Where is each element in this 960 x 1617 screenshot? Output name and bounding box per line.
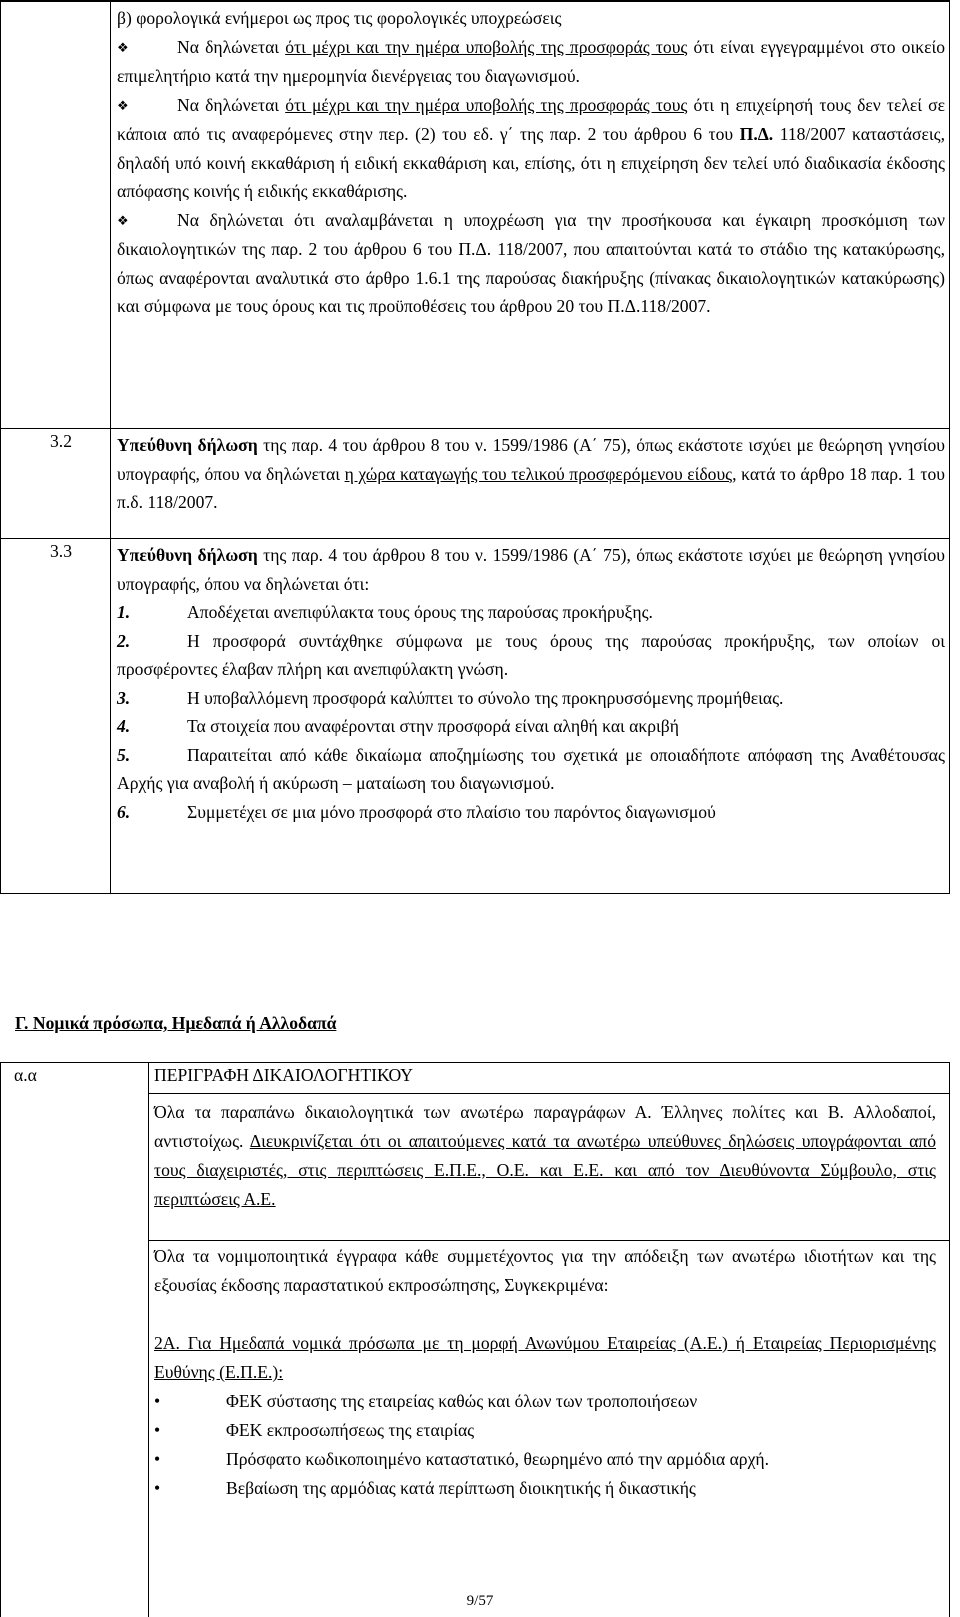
declaration-item: [117, 798, 945, 827]
item-text: Συμμετέχει σε μια μόνο προσφορά στο πλαίσιο του παρόντος διαγωνισμού: [187, 801, 716, 822]
item-text: Η υποβαλλόμενη προσφορά καλύπτει το σύνολο της προκηρυσσόμενης προμήθειας.: [187, 687, 784, 708]
t2-header-divider: [148, 1093, 950, 1094]
row-divider-32: [0, 428, 950, 429]
document-bullet-item: • Πρόσφατο κωδικοποιημένο καταστατικό, θεωρημένο από την αρμόδια αρχή.: [154, 1445, 936, 1474]
section-title: Γ. Νομικά πρόσωπα, Ημεδαπά ή Αλλοδαπά: [15, 1013, 337, 1033]
t2-row-2: Όλα τα νομιμοποιητικά έγγραφα κάθε συμμετέχοντος για την απόδειξη των ανωτέρω ιδιοτήτων και της εξουσίας έκδοσης παραστατικού εκπροσώπησης, Συγκεκριμένα: 2Α. Για Ημεδαπά νομικά πρόσωπα με τη μορφή Ανωνύμου Εταιρείας (Α.Ε.) ή Εταιρείας Περιορισμένης Ευθύνης (Ε.Π.Ε.): • ΦΕΚ σύστασης της εταιρείας καθώς και όλων των τροποποιήσεων • ΦΕΚ εκπροσωπήσεως της εταιρίας • Πρόσφατο κωδικοποιημένο καταστατικό, θεωρημένο από την αρμόδια αρχή. • Βεβαίωση της αρμόδιας κατά περίπτωση διοικητικής ή δικαστικής: [154, 1242, 936, 1503]
declaration-item: [117, 684, 945, 713]
bullet-dot-icon: •: [154, 1478, 161, 1498]
bullet-2: ❖ Να δηλώνεται ότι μέχρι και την ημέρα υποβολής της προσφοράς τους ότι η επιχείρησή τους δεν τελεί σε κάποια από τις αναφερόμενες στην περ. (2) του εδ. γ΄ της παρ. 2 του άρθρου 6 του Π.Δ. 118/2007 καταστάσεις, δηλαδή υπό κοινή εκκαθάριση ή ειδική εκκαθάριση και, επίσης, ότι η επιχείρηση δεν τελεί υπό διαδικασία έκδοσης απόφασης κοινής ή ειδικής εκκαθάρισης.: [117, 91, 945, 206]
item-text: Αποδέχεται ανεπιφύλακτα τους όρους της παρούσας προκήρυξης.: [187, 602, 653, 622]
item-number: 4.: [117, 716, 131, 736]
diamond-bullet-icon: ❖: [117, 212, 129, 228]
item-text: Η προσφορά συντάχθηκε σύμφωνα με τους όρους της παρούσας προκήρυξης, των οποίων οι προσφέροντες έλαβαν πλήρη και ανεπιφύλακτη γνώση.: [117, 630, 945, 679]
bullet-dot-icon: •: [154, 1420, 161, 1440]
sub-heading-2a: 2Α. Για Ημεδαπά νομικά πρόσωπα με τη μορφή Ανωνύμου Εταιρείας (Α.Ε.) ή Εταιρείας Περιορισμένης Ευθύνης (Ε.Π.Ε.):: [154, 1333, 936, 1382]
page-number: 9/57: [466, 1593, 494, 1609]
row-32-content: Υπεύθυνη δήλωση της παρ. 4 του άρθρου 8 του ν. 1599/1986 (Α΄ 75), όπως εκάστοτε ισχύει με θεώρηση γνησίου υπογραφής, όπου να δηλώνεται η χώρα καταγωγής του τελικού προσφερόμενου είδους, κατά το άρθρο 18 παρ. 1 του π.δ. 118/2007.: [117, 435, 945, 512]
row-33-number: 3.3: [50, 541, 72, 561]
document-bullet-item: • ΦΕΚ εκπροσωπήσεως της εταιρίας: [154, 1416, 936, 1445]
document-bullet-list: [154, 1387, 936, 1503]
item-number: 6.: [117, 801, 131, 822]
document-bullet-item: • ΦΕΚ σύστασης της εταιρείας καθώς και όλων των τροποποιήσεων: [154, 1387, 936, 1416]
row-33-content: Υπεύθυνη δήλωση της παρ. 4 του άρθρου 8 του ν. 1599/1986 (Α΄ 75), όπως εκάστοτε ισχύει με θεώρηση γνησίου υπογραφής, όπου να δηλώνεται ότι: 1. Αποδέχεται ανεπιφύλακτα τους όρους της παρούσας προκήρυξης. 2. Η προσφορά συντάχθηκε σύμφωνα με τους όρους της παρούσας προκήρυξης, των οποίων οι προσφέροντες έλαβαν πλήρη και ανεπιφύλακτη γνώση. 3. Η υποβαλλόμενη προσφορά καλύπτει το σύνολο της προκηρυσσόμενης προμήθειας. 4. Τα στοιχεία που αναφέρονται στην προσφορά είναι αληθή και ακριβή 5. Παραιτείται από κάθε δικαίωμα αποζημίωσης του σχετικά με οποιαδήποτε απόφαση της Αναθέτουσας Αρχής για αναβολή ή ακύρωση – ματαίωση του διαγωνισμού. 6. Συμμετέχει σε μια μόνο προσφορά στο πλαίσιο του παρόντος διαγωνισμού: [117, 541, 945, 826]
bullet-dot-icon: •: [154, 1391, 161, 1411]
declaration-item: [117, 627, 945, 684]
declaration-item: [117, 741, 945, 798]
declaration-list: [117, 598, 945, 826]
t2-column-divider: [148, 1062, 149, 1617]
t2-left-border: [0, 1062, 1, 1617]
table-top-border: [0, 0, 950, 2]
item-number: 5.: [117, 744, 131, 765]
table-bottom-border: [0, 893, 950, 894]
diamond-bullet-icon: ❖: [117, 97, 129, 113]
t2-row-divider: [148, 1240, 950, 1241]
table-column-divider: [110, 0, 111, 894]
col-header-description: ΠΕΡΙΓΡΑΦΗ ΔΙΚΑΙΟΛΟΓΗΤΙΚΟΥ: [154, 1065, 413, 1085]
table-left-border: [0, 0, 1, 894]
item-text: Τα στοιχεία που αναφέρονται στην προσφορά είναι αληθή και ακριβή: [187, 716, 679, 736]
t2-right-border: [949, 1062, 950, 1617]
col-header-aa: α.α: [14, 1065, 37, 1085]
t2-row-1: Όλα τα παραπάνω δικαιολογητικά των ανωτέρω παραγράφων Α. Έλληνες πολίτες και Β. Αλλοδαποί, αντιστοίχως. Διευκρινίζεται ότι οι απαιτούμενες κατά τα ανωτέρω υπεύθυνες δηλώσεις υπογράφονται από τους διαχειριστές, στις περιπτώσεις Ε.Π.Ε., Ο.Ε. και Ε.Ε. και από τον Διευθύνοντα Σύμβουλο, στις περιπτώσεις Α.Ε.: [154, 1102, 936, 1209]
bullet-dot-icon: •: [154, 1449, 161, 1469]
bullet-3: ❖ Να δηλώνεται ότι αναλαμβάνεται η υποχρέωση για την προσήκουσα και έγκαιρη προσκόμιση των δικαιολογητικών της παρ. 2 του άρθρου 6 του Π.Δ. 118/2007, που απαιτούνται κατά το στάδιο της κατακύρωσης, όπως αναφέρονται αναλυτικά στο άρθρο 1.6.1 της παρούσας διακήρυξης (πίνακας δικαιολογητικών κατακύρωσης) και σύμφωνα με τους όρους και τις προϋποθέσεις του άρθρου 20 του Π.Δ.118/2007.: [117, 206, 945, 321]
row-31-content: [117, 4, 945, 321]
row-divider-33: [0, 538, 950, 539]
item-number: 1.: [117, 602, 131, 622]
declaration-item: [117, 598, 945, 627]
item-number: 2.: [117, 630, 131, 651]
t2-top-border: [0, 1062, 950, 1063]
item-number: 3.: [117, 687, 131, 708]
diamond-bullet-icon: ❖: [117, 39, 129, 55]
document-bullet-item: • Βεβαίωση της αρμόδιας κατά περίπτωση διοικητικής ή δικαστικής: [154, 1474, 936, 1503]
declaration-item: [117, 712, 945, 741]
row-32-number: 3.2: [50, 431, 72, 451]
lead-text: β) φορολογικά ενήμεροι ως προς τις φορολογικές υποχρεώσεις: [117, 8, 562, 28]
bullet-1: ❖ Να δηλώνεται ότι μέχρι και την ημέρα υποβολής της προσφοράς τους ότι είναι εγγεγραμμένοι στο οικείο επιμελητήριο κατά την ημερομηνία διενέργειας του διαγωνισμού.: [117, 33, 945, 91]
item-text: Παραιτείται από κάθε δικαίωμα αποζημίωσης του σχετικά με οποιαδήποτε απόφαση της Αναθέτουσας Αρχής για αναβολή ή ακύρωση – ματαίωση του διαγωνισμού.: [117, 744, 945, 793]
table-right-border: [949, 0, 950, 894]
